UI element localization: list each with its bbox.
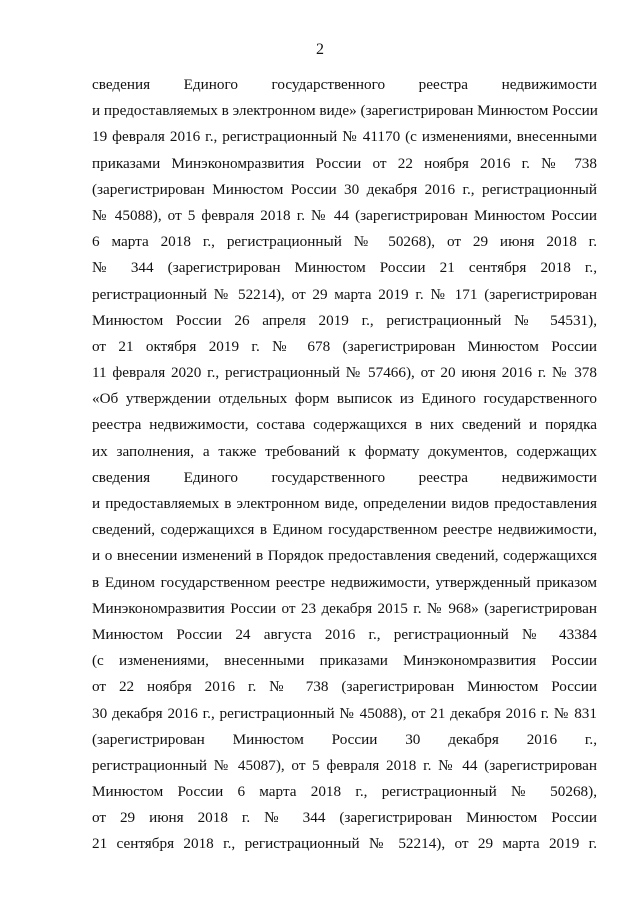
text-line: и предоставляемых в электронном виде, определении видов предоставления [92,495,597,512]
text-line: (с изменениями, внесенными приказами Минэкономразвития России [92,652,597,670]
text-line: 19 февраля 2016 г., регистрационный № 41170 (с изменениями, внесенными [92,128,597,146]
document-body [92,72,597,858]
text-line: и предоставляемых в электронном виде» (зарегистрирован Минюстом России [92,102,598,120]
text-line: сведения Единого государственного реестра недвижимости [92,76,597,93]
page-number: 2 [316,41,324,58]
text-line: Минюстом России 24 августа 2016 г., регистрационный № 43384 [92,625,597,643]
text-line: 21 сентября 2018 г., регистрационный № 52214), от 29 марта 2019 г. [92,835,597,853]
text-line: и о внесении изменений в Порядок предоставления сведений, содержащихся [92,547,597,565]
text-line: «Об утверждении отдельных форм выписок из Единого государственного [92,390,597,408]
text-line: от 21 октября 2019 г. № 678 (зарегистрирован Минюстом России [92,337,597,355]
text-line: (зарегистрирован Минюстом России 30 декабря 2016 г., регистрационный [92,180,597,198]
text-line: 30 декабря 2016 г., регистрационный № 45088), от 21 декабря 2016 г. № 831 [92,704,597,722]
text-line: их заполнения, а также требований к формату документов, содержащих [92,442,597,460]
text-line: приказами Минэкономразвития России от 22 ноября 2016 г. № 738 [92,154,597,172]
text-line: 6 марта 2018 г., регистрационный № 50268), от 29 июня 2018 г. [92,233,597,251]
text-line: сведений, содержащихся в Едином государственном реестре недвижимости, [92,521,597,539]
text-line: Минюстом России 6 марта 2018 г., регистрационный № 50268), [92,783,597,801]
text-line: Минэкономразвития России от 23 декабря 2015 г. № 968» (зарегистрирован [92,599,597,617]
text-line: регистрационный № 52214), от 29 марта 2019 г. № 171 (зарегистрирован [92,285,597,303]
text-line: в Едином государственном реестре недвижимости, утвержденный приказом [92,573,597,591]
text-line: регистрационный № 45087), от 5 февраля 2018 г. № 44 (зарегистрирован [92,756,597,774]
text-line: 11 февраля 2020 г., регистрационный № 57466), от 20 июня 2016 г. № 378 [92,364,597,382]
text-line: от 29 июня 2018 г. № 344 (зарегистрирован Минюстом России [92,809,597,827]
text-line: от 22 ноября 2016 г. № 738 (зарегистрирован Минюстом России [92,678,597,696]
text-line: Минюстом России 26 апреля 2019 г., регистрационный № 54531), [92,311,597,329]
text-line: № 344 (зарегистрирован Минюстом России 21 сентября 2018 г., [92,259,597,277]
text-line: сведения Единого государственного реестра недвижимости [92,468,597,486]
text-line: реестра недвижимости, состава содержащихся в них сведений и порядка [92,416,597,434]
text-line: № 45088), от 5 февраля 2018 г. № 44 (зарегистрирован Минюстом России [92,206,597,224]
text-line: (зарегистрирован Минюстом России 30 декабря 2016 г., [92,730,597,748]
